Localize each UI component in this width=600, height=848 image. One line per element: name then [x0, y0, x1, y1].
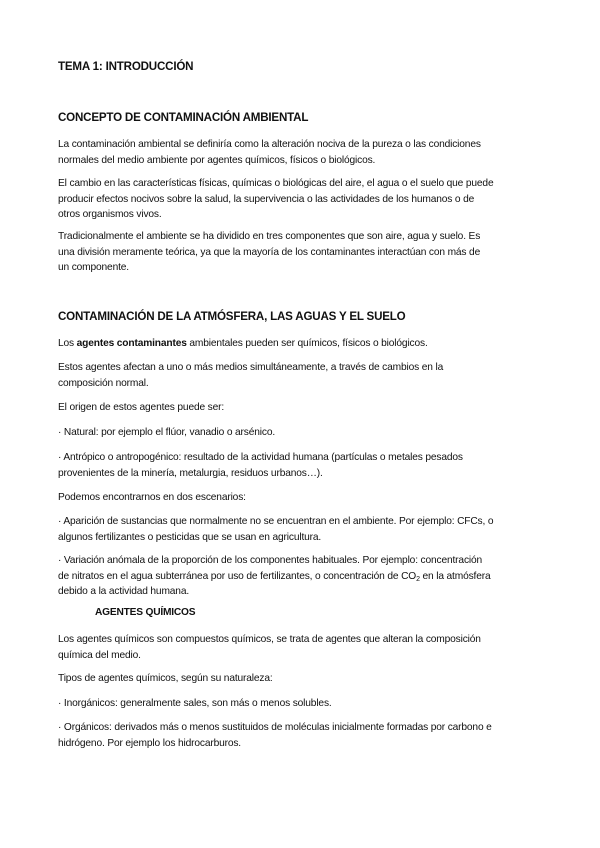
text-line: debido a la actividad humana. — [58, 586, 190, 597]
list-item-antropico — [58, 450, 546, 481]
text-line: El cambio en las características físicas, químicas o biológicas del aire, el agua o el suelo que puede — [58, 178, 494, 189]
text-line: Tradicionalmente el ambiente se ha dividido en tres componentes que son aire, agua y suelo. Es — [58, 231, 481, 242]
section-heading-contaminacion: CONTAMINACIÓN DE LA ATMÓSFERA, LAS AGUAS Y EL SUELO — [58, 310, 406, 323]
subscript: 2 — [416, 575, 420, 583]
text-line: Estos agentes afectan a uno o más medios simultáneamente, a través de cambios en la — [58, 362, 444, 373]
paragraph-medios — [58, 360, 546, 391]
paragraph-definicion — [58, 137, 546, 168]
text-line: hidrógeno. Por ejemplo los hidrocarburos. — [58, 737, 241, 749]
paragraph-origen: El origen de estos agentes puede ser: — [58, 402, 225, 413]
text-line: La contaminación ambiental se definiría como la alteración nociva de la pureza o las condiciones — [58, 139, 481, 150]
text-line: · Aparición de sustancias que normalmente no se encuentran en el ambiente. Por ejemplo: CFCs, o — [58, 516, 494, 527]
text-line: otros organismos vivos. — [58, 209, 162, 220]
text-line: · Orgánicos: derivados más o menos sustituidos de moléculas inicialmente formadas por carbono e — [58, 722, 492, 733]
text-line: una división meramente teórica, ya que la mayoría de los contaminantes interactúan con más de — [58, 246, 481, 258]
paragraph-escenarios: Podemos encontrarnos en dos escenarios: — [58, 492, 246, 503]
paragraph-agentes-contaminantes — [58, 336, 546, 352]
paragraph-componentes — [58, 229, 546, 276]
document-title: TEMA 1: INTRODUCCIÓN — [58, 60, 194, 73]
text-line — [58, 336, 546, 352]
text-line — [58, 569, 546, 585]
paragraph-cambio — [58, 176, 546, 223]
list-item-inorganicos: · Inorgánicos: generalmente sales, son más o menos solubles. — [58, 698, 332, 709]
text-line: provenientes de la minería, metalurgia, residuos urbanos…). — [58, 467, 323, 479]
text-line: un componente. — [58, 262, 129, 273]
list-item-organicos — [58, 720, 546, 751]
text-line: · Variación anómala de la proporción de los componentes habituales. Por ejemplo: concentración — [58, 555, 483, 566]
text-line: composición normal. — [58, 377, 149, 389]
text-run: Los — [58, 338, 77, 349]
text-line: producir efectos nocivos sobre la salud, la supervivencia o las actividades de los humanos o de — [58, 193, 475, 205]
text-line: normales del medio ambiente por agentes químicos, físicos o biológicos. — [58, 154, 376, 166]
text-run: ambientales pueden ser químicos, físicos o biológicos. — [186, 338, 428, 349]
text-line: Los agentes químicos son compuestos químicos, se trata de agentes que alteran la composición — [58, 634, 481, 645]
paragraph-agentes-quimicos — [58, 632, 546, 663]
paragraph-tipos: Tipos de agentes químicos, según su naturaleza: — [58, 673, 273, 684]
list-item-variacion — [58, 553, 546, 600]
list-item-natural: · Natural: por ejemplo el flúor, vanadio o arsénico. — [58, 427, 276, 438]
text-line: química del medio. — [58, 649, 141, 661]
text-line: · Antrópico o antropogénico: resultado de la actividad humana (partículas o metales pesados — [58, 452, 463, 463]
section-heading-concepto: CONCEPTO DE CONTAMINACIÓN AMBIENTAL — [58, 111, 309, 124]
subsection-heading-agentes-quimicos: AGENTES QUÍMICOS — [95, 607, 196, 618]
text-line: algunos fertilizantes o pesticidas que se usan en agricultura. — [58, 531, 322, 543]
bold-term: agentes contaminantes — [76, 338, 187, 349]
text-run: de nitratos en el agua subterránea por uso de fertilizantes, o concentración de CO — [58, 570, 417, 582]
list-item-aparicion — [58, 514, 546, 545]
text-run: en la atmósfera — [419, 570, 491, 582]
